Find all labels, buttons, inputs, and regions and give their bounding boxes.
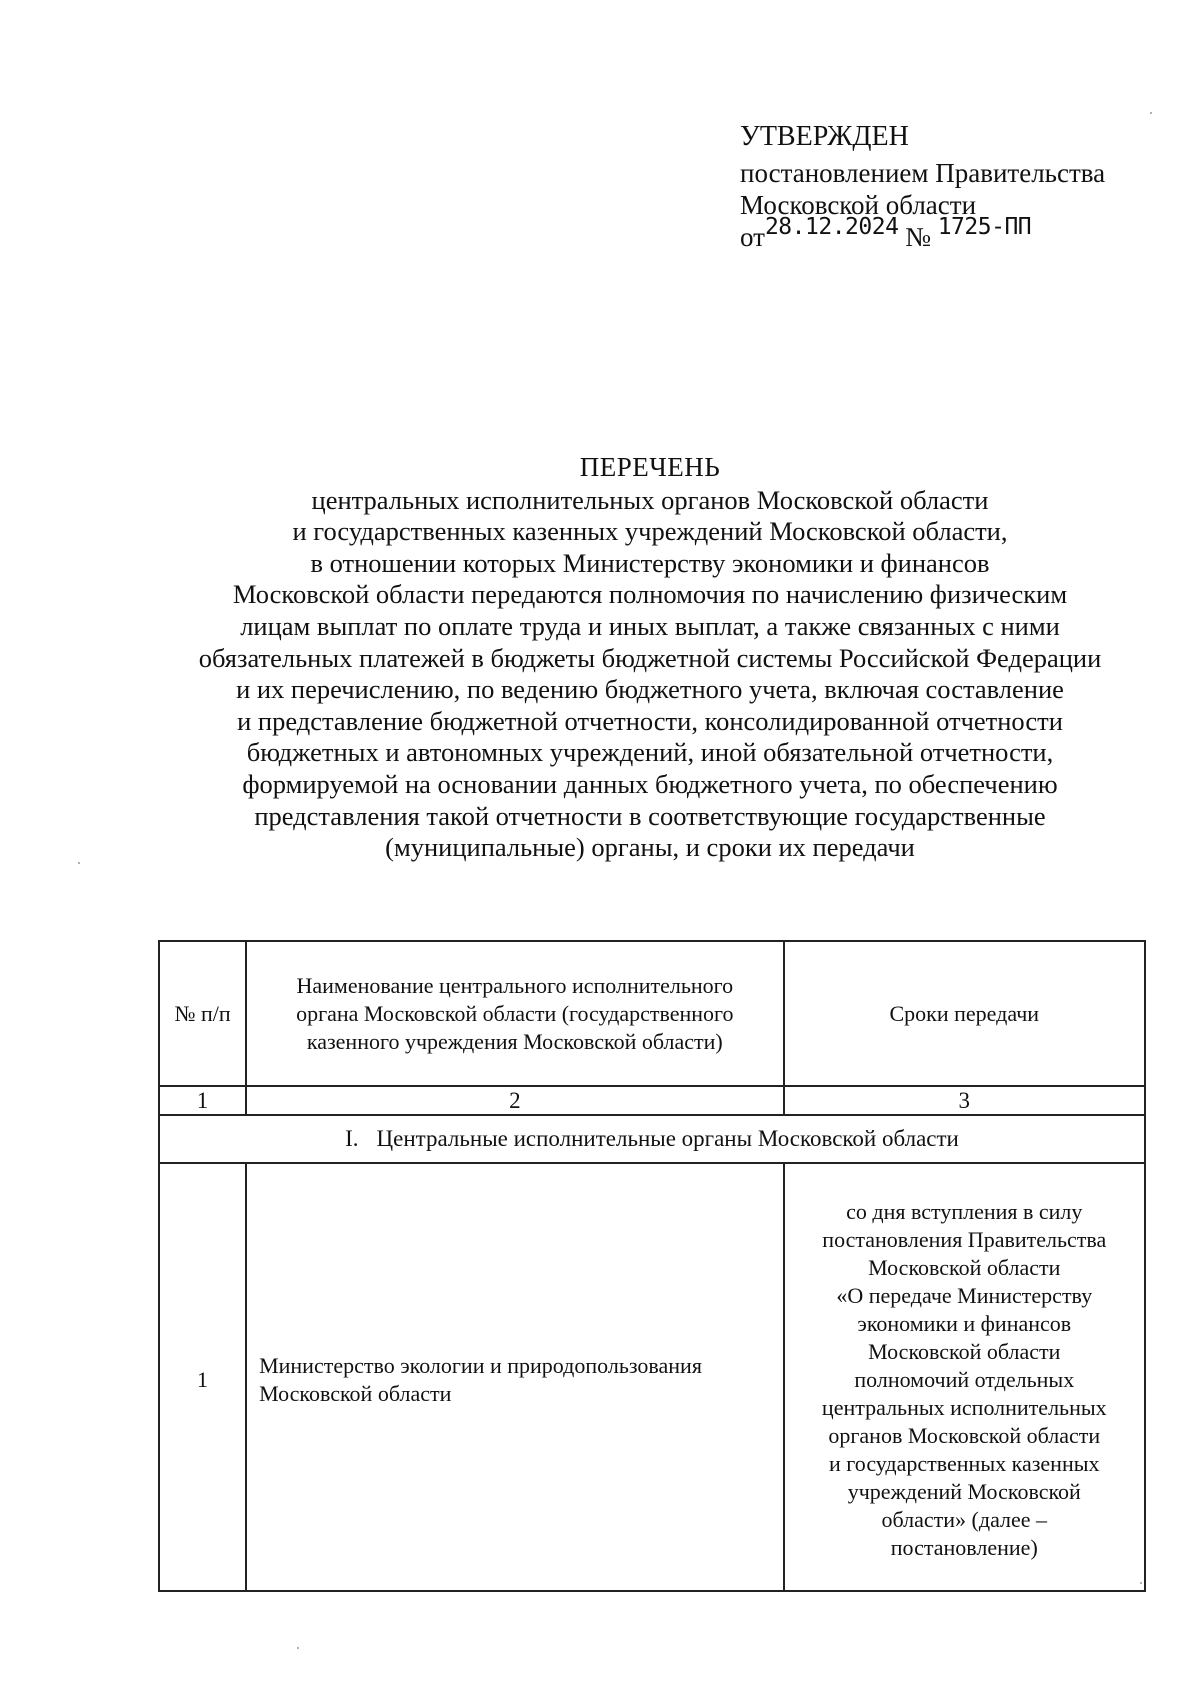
term-line: центральных исполнительных xyxy=(821,1395,1107,1420)
section-roman-numeral: I. xyxy=(345,1126,359,1151)
title-line: и государственных казенных учреждений Московской области, xyxy=(292,516,1008,547)
term-line: учреждений Московской xyxy=(847,1479,1081,1504)
title-line: (муниципальные) органы, и сроки их передачи xyxy=(385,832,915,863)
section-title: Центральные исполнительные органы Московской области xyxy=(376,1126,959,1151)
title-line: и их перечислению, по ведению бюджетного учета, включая составление xyxy=(236,674,1064,705)
document-title-block xyxy=(150,452,1150,864)
term-line: Московской области xyxy=(868,1339,1061,1364)
section-cell xyxy=(159,1115,1145,1163)
date-prefix: от xyxy=(740,222,765,252)
term-line: со дня вступления в силу xyxy=(846,1199,1083,1224)
row-transfer-term xyxy=(784,1163,1145,1591)
approval-title: УТВЕРЖДЕН xyxy=(740,121,909,152)
approval-date-line xyxy=(740,214,1160,255)
column-number: 2 xyxy=(246,1086,784,1115)
term-line: области» (далее – xyxy=(881,1507,1048,1532)
title-line: лицам выплат по оплате труда и иных выплат, а также связанных с ними xyxy=(240,610,1060,641)
term-line: постановление) xyxy=(890,1535,1038,1560)
column-number-row xyxy=(159,1086,1145,1115)
term-line: «О передаче Министерству xyxy=(836,1283,1093,1308)
transfer-table xyxy=(158,940,1146,1592)
table-row xyxy=(159,1163,1145,1591)
term-line: и государственных казенных xyxy=(829,1451,1100,1476)
document-heading: ПЕРЕЧЕНЬ xyxy=(579,452,721,482)
row-number: 1 xyxy=(159,1163,246,1591)
header-name-line: казенного учреждения Московской области) xyxy=(306,1028,723,1054)
approval-stamp-block xyxy=(740,121,1160,255)
table-header-row xyxy=(159,941,1145,1086)
title-line: Московской области передаются полномочия по начислению физическим xyxy=(232,579,1068,610)
scan-speck xyxy=(1140,1582,1142,1584)
column-number: 1 xyxy=(159,1086,246,1115)
approval-date: 28.12.2024 xyxy=(764,214,899,240)
title-line: центральных исполнительных органов Московской области xyxy=(311,484,989,515)
title-line: в отношении которых Министерству экономики и финансов xyxy=(310,547,990,578)
agency-name-line: Московской области xyxy=(259,1381,452,1406)
header-name-line: органа Московской области (государственного xyxy=(296,1000,734,1026)
header-name xyxy=(246,941,784,1086)
title-line: обязательных платежей в бюджеты бюджетной системы Российской Федерации xyxy=(198,642,1102,673)
approval-number: 1725-ПП xyxy=(937,214,1032,240)
title-line: формируемой на основании данных бюджетного учета, по обеспечению xyxy=(242,768,1058,799)
title-line: представления такой отчетности в соответствующие государственные xyxy=(254,800,1046,831)
term-line: органов Московской области xyxy=(828,1423,1101,1448)
term-line: Московской области xyxy=(868,1255,1061,1280)
title-line: и представление бюджетной отчетности, консолидированной отчетности xyxy=(237,705,1063,736)
header-name-line: Наименование центрального исполнительного xyxy=(296,972,734,998)
column-number: 3 xyxy=(784,1086,1145,1115)
section-row xyxy=(159,1115,1145,1163)
term-line: экономики и финансов xyxy=(857,1311,1072,1336)
approval-line-government: постановлением Правительства xyxy=(740,158,1106,188)
agency-name-line: Министерство экологии и природопользования xyxy=(259,1353,702,1378)
scan-speck xyxy=(78,862,80,864)
number-prefix: № xyxy=(905,222,931,252)
header-terms: Сроки передачи xyxy=(784,941,1145,1086)
title-line: бюджетных и автономных учреждений, иной обязательной отчетности, xyxy=(246,737,1054,768)
row-agency-name xyxy=(246,1163,784,1591)
term-line: постановления Правительства xyxy=(822,1227,1107,1252)
approval-line-region: Московской области xyxy=(740,190,977,220)
header-number: № п/п xyxy=(159,941,246,1086)
term-line: полномочий отдельных xyxy=(854,1367,1075,1392)
scan-speck xyxy=(297,1647,299,1649)
scan-speck xyxy=(1150,112,1152,114)
